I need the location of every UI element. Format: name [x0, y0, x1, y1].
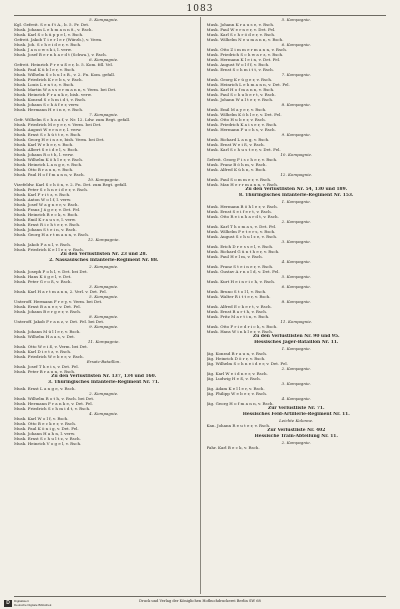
- list-item: Musk. Johann S c h ä f e r, verw.: [14, 102, 80, 107]
- list-item: Musk. Heinrich L e h m a n n, v. Det. Fel.: [206, 82, 290, 87]
- list-item: Musk. Wilhelm P e t e r s, v. Rsch.: [206, 229, 276, 234]
- list-item: Jäg. Konrad B r a u n, v. Rsch.: [206, 351, 268, 356]
- list-item: Kan. Johann R e u t e r, v. Rsch.: [206, 423, 271, 428]
- library-logo-line-1: Digitalisiert: [14, 599, 29, 603]
- company-heading: 3. Kompagnie.: [89, 284, 119, 289]
- section-heading: 3. Thüringisches Infanterie-Regiment Nr. 71.: [48, 380, 160, 385]
- company-heading: 5. Kompagnie.: [89, 294, 119, 299]
- company-heading: 10. Kompagnie.: [280, 152, 313, 157]
- section-heading: Hessisches Jäger-Bataillon Nr. 11.: [254, 340, 339, 345]
- list-item: Musk. Franz J ä g e r, v. Det. Fel.: [14, 207, 81, 212]
- list-item: Musk. Paul S c h u b e r t, v. Rsch.: [206, 92, 276, 97]
- list-item: Musk. Otto B r a u n, v. Rsch.: [14, 167, 74, 172]
- section-heading: Zur Verlustliste Nr. 402: [267, 428, 326, 433]
- company-heading: 2. Kompagnie.: [281, 440, 311, 445]
- list-item: Musk. Hermann B ö h l e r, v. Rsch.: [206, 204, 278, 209]
- list-item: Musk. Otto W e i ß, v. Verm. bei Det.: [14, 344, 89, 349]
- page-number: 1083: [186, 4, 214, 14]
- list-item: Musk. Otto Z i m m e r m a n n, v. Rsch.: [206, 47, 288, 52]
- list-item: Musk. Wilhelm R o t h, v. Rsch. bei Det.: [14, 396, 95, 401]
- footer-text: Druck und Verlag der Königlichen Hofbuchdruckerei Berlin SW 68: [139, 599, 261, 603]
- columns-container: [14, 17, 386, 594]
- list-item: Musk. Gustav A r n o l d, v. Det. Fel.: [206, 269, 280, 274]
- list-item: Musk. J a n o w s k i, l. verw.: [14, 47, 72, 52]
- company-heading: 4. Kompagnie.: [281, 259, 311, 264]
- list-item: Musk. Walter R i t t e r, v. Rsch.: [206, 294, 271, 299]
- list-item: Jäg. Adam K e l l e r, v. Rsch.: [206, 386, 265, 391]
- header-rule: [14, 15, 386, 16]
- list-item: Jäg. Wilhelm S c h n e i d e r, v. Det. Fel.: [206, 361, 288, 366]
- list-item: Musk. Friedrich S c h m i d t, v. Rsch.: [14, 406, 91, 411]
- list-item: Musk. Otto F r i e d r i c h, v. Rsch.: [206, 324, 278, 329]
- list-item: Gefr. Wilhelm S c h a a f, v. Nr. 12. Ldw. zum Regt. gefall.: [14, 117, 131, 122]
- list-item: Musk. Paul K ü b l e r, v. Rsch.: [14, 67, 76, 72]
- list-item: Musk. Alfred K ü h n, v. Rsch.: [206, 167, 267, 172]
- list-item: Musk. Paul H e l m, v. Rsch.: [206, 254, 263, 259]
- list-item: Musk. Martin W a s s e r m a n n, v. Verm. bei Det.: [14, 87, 117, 92]
- list-item: Musk. Josef W a g n e r, v. Rsch.: [14, 202, 79, 207]
- list-item: Musk. Ernst S e i f e r t, v. Rsch.: [206, 209, 272, 214]
- column-right: [207, 17, 387, 594]
- list-item: Musk. Ernst S c h ü t t e, v. Rsch.: [14, 132, 82, 137]
- company-heading: 9. Kompagnie.: [89, 324, 119, 329]
- list-item: Musk. Franz B ö h m, v. Rsch.: [206, 162, 267, 167]
- list-item: Musk. Friedrich M e y e r, v. Verm. bei Det.: [14, 122, 102, 127]
- list-item: Musk. Wilhelm K ö h l e r, v. Det. Fel.: [206, 112, 282, 117]
- company-heading: 1. Kompagnie.: [281, 346, 311, 351]
- list-item: Musk. Heinrich L a n g e, v. Rsch.: [14, 162, 83, 167]
- list-item: Musk. Karl W o l f, v. Rsch.: [14, 416, 69, 421]
- list-item: Musk. Joh. S c h e i d e r, v. Rsch.: [14, 42, 82, 47]
- list-item: Musk. Hans W i n k l e r, v. Rsch.: [206, 329, 274, 334]
- list-item: Musk. Wilhelm K ö h l e r, v. Rsch.: [14, 157, 84, 162]
- section-heading: Zu den Verlustlisten Nr. 90 und 95.: [252, 334, 340, 339]
- list-item: Musk. Friedrich K a i s e r, v. Rsch.: [206, 122, 278, 127]
- list-item: Musk. Johann L e h m a n n 8., v. Rsch.: [14, 27, 93, 32]
- list-item: Musk. Johann W a l t e r, v. Rsch.: [206, 97, 274, 102]
- list-item: Musk. Ernst W e i ß, v. Rsch.: [206, 142, 265, 147]
- list-item: Musk. Josef B e r n h a r d t (Schwa.), v. Rsch.: [14, 52, 107, 57]
- company-heading: 1. Kompagnie.: [281, 199, 311, 204]
- company-heading: 5. Kompagnie.: [89, 17, 119, 22]
- company-heading: 12. Kompagnie.: [280, 172, 313, 177]
- list-item: Musk. Karl S c h r ö d e r, v. Rsch.: [206, 32, 276, 37]
- list-item: Musk. Otto B e c k e r, v. Rsch.: [14, 421, 77, 426]
- list-item: Musk. Otto H u b e r, v. Rsch.: [206, 117, 266, 122]
- list-item: Musk. Hans K ö g e l, v. Det.: [14, 274, 72, 279]
- company-heading: 2. Kompagnie.: [281, 366, 311, 371]
- list-item: Musk. Albert S e i d e l, v. Rsch.: [14, 147, 79, 152]
- list-item: Musk. Erich D r e s s e l, v. Rsch.: [206, 244, 274, 249]
- list-item: Musk. Hermann F r a n k e, v. Det. Fel.: [14, 401, 93, 406]
- company-heading: 7. Kompagnie.: [281, 72, 311, 77]
- company-heading: 2. Kompagnie.: [281, 219, 311, 224]
- section-heading: Hessische Train-Abteilung Nr. 11.: [254, 434, 338, 439]
- list-item: Gefreit. Heinrich P r e u ß e r, b. 5. Kom. fdl. Vel.: [14, 62, 114, 67]
- list-item: Musk. Louis L e n t z, v. Rsch.: [14, 82, 75, 87]
- company-heading: 6. Kompagnie.: [281, 284, 311, 289]
- list-item: Musk. Wilhelm N e u m a n n, v. Rsch.: [206, 37, 284, 42]
- list-item: Musk. Emil M a y e r, v. Rsch.: [206, 107, 267, 112]
- section-heading: Zu den Verlustlisten Nr. 23 und 28.: [60, 252, 148, 257]
- list-item: Musk. Johann M ü l l e r, v. Rsch.: [14, 329, 81, 334]
- list-item: Musk. Hermann K l e i n, v. Det. Fel.: [206, 57, 281, 62]
- list-item: Musk. Karl F r i t z, v. Rsch.: [14, 192, 71, 197]
- list-item: Musk. August W e r n e r, l. verw.: [14, 127, 82, 132]
- list-item: Musk. Friedrich K r e b s, v. Rsch.: [14, 77, 83, 82]
- list-item: Musk. Georg K r ü g e r, v. Rsch.: [206, 77, 273, 82]
- footer-rule: [14, 596, 386, 597]
- company-heading: 11. Kompagnie.: [280, 319, 313, 324]
- list-item: Fahr. Karl B e c k, v. Rsch.: [206, 445, 260, 450]
- section-heading: Zu den Verlustlisten Nr. 54, 130 und 189.: [245, 187, 348, 192]
- list-item: Musk. Richard G ü n t h e r, v. Rsch.: [206, 249, 280, 254]
- list-item: Musk. Max H e r r m a n n, v. Rsch.: [206, 182, 279, 187]
- company-heading: Ersatz-Bataillon.: [86, 359, 121, 364]
- list-item: Musk. Kurt H e i n r i c h, v. Rsch.: [206, 279, 276, 284]
- list-item: Unteroff. Hermann F r e y, v. Verm. bei Det.: [14, 299, 103, 304]
- company-heading: 8. Kompagnie.: [89, 314, 119, 319]
- list-item: Musk. Anton W o l f, l. verw.: [14, 197, 72, 202]
- list-item: Jäg. Georg H o f m a n n, v. Rsch.: [206, 401, 274, 406]
- list-item: Musk. Konrad S c h m i d t, v. Rsch.: [14, 97, 87, 102]
- company-heading: 10. Kompagnie.: [87, 177, 120, 182]
- list-item: Musk. Georg H e i n z e, bish. Verm. bei Det.: [14, 137, 105, 142]
- list-item: Jäg. Ludwig H e ß, v. Rsch.: [206, 376, 262, 381]
- list-item: Musk. Bruno S t o l l, v. Rsch.: [206, 289, 267, 294]
- company-heading: Leichte Kolonne.: [279, 418, 314, 423]
- list-item: Musk. Joseph P o h l, v. Det. bei Det.: [14, 269, 88, 274]
- section-heading: Zu den Verlustlisten Nr. 137, 134 und 160.: [51, 374, 157, 379]
- company-heading: 6. Kompagnie.: [89, 57, 119, 62]
- company-heading: 6. Kompagnie.: [281, 42, 311, 47]
- list-item: Musk. Karl H a r t m a n n, 2. Verl. v. Det. Fel.: [14, 289, 107, 294]
- list-item: Musk. Richard L a n g, v. Rsch.: [206, 137, 270, 142]
- company-heading: 8. Kompagnie.: [281, 299, 311, 304]
- list-item: Musk. August S c h u l z e, v. Rsch.: [206, 234, 278, 239]
- list-item: Gefreit. Georg F i s c h e r, v. Rsch.: [206, 157, 278, 162]
- company-heading: 4. Kompagnie.: [281, 396, 311, 401]
- list-item: Musk. Alfred E c k e r t, v. Rsch.: [206, 304, 272, 309]
- list-item: Musk. Wilhelm S c h u l z B., v. 2. Fn. Kom. gefall.: [14, 72, 116, 77]
- list-item: Musk. Josef T h e i s, v. Det. Fel.: [14, 364, 79, 369]
- list-item: Musk. Karl D i e t z, v. Rsch.: [14, 349, 72, 354]
- list-item: Musk. Johann S t e i n, v. Rsch.: [14, 227, 77, 232]
- list-item: Musk. Karl T h o m a s, v. Det. Fel.: [206, 224, 277, 229]
- list-item: Kgl. Gefreit. S e n f t A., b. 5. Pr. Det.: [14, 22, 90, 27]
- list-item: Musk. Hermann H e i n e, v. Rsch.: [14, 107, 84, 112]
- library-logo-text: [14, 600, 51, 607]
- column-divider: [200, 17, 201, 594]
- list-item: Musk. Karl S c h u s t e r, v. Det. Fel.: [206, 147, 281, 152]
- list-item: Jäg. Philipp W e b e r, v. Rsch.: [206, 391, 268, 396]
- library-logo-line-2: Deutsche Digitale Bibliothek: [14, 602, 52, 607]
- section-heading: 2. Nassauisches Infanterie-Regiment Nr. 88.: [49, 258, 159, 263]
- library-logo: [4, 600, 51, 607]
- list-item: Musk. Fritz M a r t i n, v. Rsch.: [206, 314, 270, 319]
- list-item: Musk. Friedrich K e l l e r, v. Rsch.: [14, 247, 84, 252]
- company-heading: 5. Kompagnie.: [281, 17, 311, 22]
- list-item: Musk. Emil K r a u s e, l. verw.: [14, 217, 76, 222]
- list-item: Musk. Wilhelm H a a s, v. Det.: [14, 334, 76, 339]
- list-item: Musk. Johann K r a u s e, v. Rsch.: [206, 22, 275, 27]
- list-item: Musk. Hermann F u c h s, v. Rsch.: [206, 127, 276, 132]
- list-item: Musk. Johann R o t h, l. verw.: [14, 152, 74, 157]
- company-heading: 7. Kompagnie.: [89, 112, 119, 117]
- library-logo-icon: D: [4, 600, 12, 607]
- list-item: Musk. Friedrich S c h w a r z, v. Rsch.: [206, 52, 284, 57]
- list-item: Musk. Karl H o f m a n n, v. Rsch.: [206, 87, 275, 92]
- company-heading: 4. Kompagnie.: [89, 411, 119, 416]
- list-item: Vizefeldw. Karl S c h ö n, v. 2. Fn. Det. zum Regt. gefall.: [14, 182, 128, 187]
- list-item: Jäg. Karl W e i d n e r, v. Rsch.: [206, 371, 268, 376]
- list-item: Musk. Ernst S c h u l t z, v. Rsch.: [14, 436, 81, 441]
- list-item: Musk. Peter B r a u n, v. Rsch.: [14, 369, 76, 374]
- list-item: Musk. Ernst B a u e r, v. Det. Fel.: [14, 304, 81, 309]
- company-heading: 5. Kompagnie.: [281, 274, 311, 279]
- company-heading: 3. Kompagnie.: [281, 381, 311, 386]
- list-item: Gefreit. Jakob T i e r l e r (Würzb.), v. Verm.: [14, 37, 103, 42]
- list-item: Musk. Ernst B a r t h, v. Rsch.: [206, 309, 268, 314]
- list-item: Musk. Heinrich B e c k, v. Rsch.: [14, 212, 79, 217]
- company-heading: 9. Kompagnie.: [281, 132, 311, 137]
- list-item: Musk. Karl S c h ü p p e l, v. Rsch.: [14, 32, 84, 37]
- list-item: Musk. Paul K ö n i g, v. Det. Fel.: [14, 426, 79, 431]
- company-heading: 11. Kompagnie.: [87, 339, 120, 344]
- list-item: Musk. Heinrich V o g e l, v. Rsch.: [14, 441, 82, 446]
- list-item: Musk. August W o l f f, v. Rsch.: [206, 62, 270, 67]
- company-heading: 2. Kompagnie.: [89, 391, 119, 396]
- list-item: Musk. Paul W e r n e r, v. Det. Fel.: [206, 27, 276, 32]
- company-heading: 12. Kompagnie.: [87, 237, 120, 242]
- list-item: Musk. Paul H o f f m a n n, v. Rsch.: [14, 172, 85, 177]
- list-item: Musk. Johann B e r g e r, v. Rsch.: [14, 309, 82, 314]
- section-heading: Zur Verlustliste Nr. 71.: [268, 406, 325, 411]
- list-item: Musk. Johann H a h n, l. verw.: [14, 431, 76, 436]
- list-item: Musk. Georg H a r t m a n n, v. Rsch.: [14, 232, 90, 237]
- list-item: Musk. Ernst R i c h t e r, v. Rsch.: [14, 222, 81, 227]
- list-item: Unteroff. Jakob F r a n z, v. Det. Fel. bei Det.: [14, 319, 105, 324]
- list-item: Musk. Friedrich W e b e r, v. Rsch.: [14, 354, 84, 359]
- list-item: Musk. Otto R e i n h a r d t, v. Rsch.: [206, 214, 279, 219]
- list-item: Musk. Peter S c h n e i d e r, v. Rsch.: [14, 187, 89, 192]
- company-heading: 2. Kompagnie.: [89, 264, 119, 269]
- list-item: Musk. Paul S o m m e r, v. Rsch.: [206, 177, 272, 182]
- list-item: Musk. Karl W e b e r, v. Rsch.: [14, 142, 74, 147]
- company-heading: 3. Kompagnie.: [281, 239, 311, 244]
- section-heading: Hessisches Feld-Artillerie-Regiment Nr. 11.: [242, 412, 350, 417]
- list-item: Musk. Franz S t e i n e r, v. Rsch.: [206, 264, 274, 269]
- list-item: Musk. Ernst S c h m i t t, v. Rsch.: [206, 67, 275, 72]
- list-item: Jäg. Heinrich D ö r r, v. Rsch.: [206, 356, 266, 361]
- list-item: Musk. Ernst L a n g e, v. Rsch.: [14, 386, 76, 391]
- section-heading: 8. Thüringisches Infanterie-Regiment Nr. 153.: [239, 193, 354, 198]
- column-left: [14, 17, 194, 594]
- company-heading: 8. Kompagnie.: [281, 102, 311, 107]
- list-item: Musk. Jakob P a u l, v. Rsch.: [14, 242, 72, 247]
- list-item: Musk. Heinrich F r a n k e, bish. verw.: [14, 92, 92, 97]
- list-item: Musk. Peter G r o ß, v. Rsch.: [14, 279, 72, 284]
